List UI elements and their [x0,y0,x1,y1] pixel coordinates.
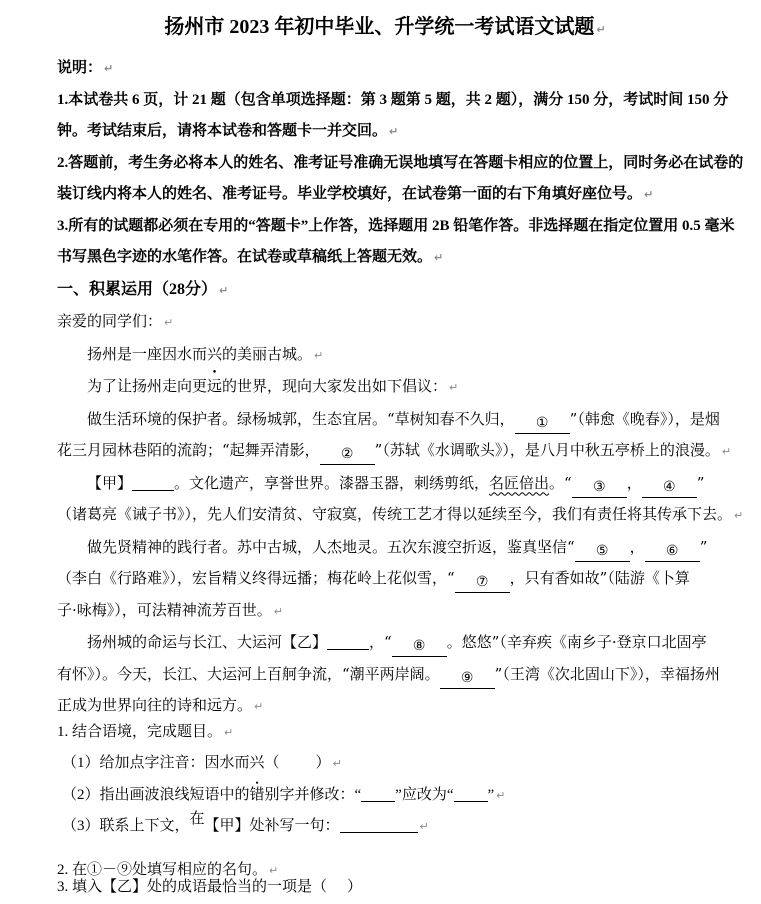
paragraph-mark: ↵ [164,316,174,329]
text-segment: 亲爱的同学们： [57,312,163,330]
text-segment: 1.本试卷共 6 页，计 21 题（包含单项选择题：第 3 题第 5 题，共 2 题），满分 150 分，考试时间 150 分 [57,91,729,108]
question-3-clipped [57,872,713,904]
paragraph-mark: ↵ [104,62,114,75]
numbered-blank-underline: ⑤ [575,541,630,562]
text-segment: 做生活环境的保护者。绿杨城郭，生态宜居。“草树知春不久归， [87,409,515,428]
letter-line [57,468,713,500]
text-segment: 书写黑色字迹的水笔作答。在试卷或草稿纸上答题无效。 [57,249,433,265]
paragraph-mark: ↵ [721,445,732,458]
paragraph-mark: ↵ [273,604,283,618]
text-segment: ”（韩愈《晚春》），是烟 [569,409,720,428]
letter-line [57,435,732,468]
letter-line [57,499,744,532]
text-segment: 装订线内将本人的姓名、准考证号。毕业学校填好，在试卷第一面的右下角填好座位号。 [57,186,643,202]
letter-line [57,339,713,372]
question-1-2 [57,780,713,812]
text-segment: （诸葛亮《诫子书》），先人们安清贫、守寂寞，传统工艺才得以延续至今，我们有责任将其传承下去。 [57,505,733,523]
instructions-heading [57,53,713,85]
text-segment: 有怀》）。今天，长江、大运河上百舸争流，“潮平两岸阔。 [57,664,440,683]
text-segment: 2. 在①－⑨处填写相应的名句。 [57,861,268,878]
paragraph-mark: ↵ [734,509,744,522]
emphasis-dot-text: 兴 [249,755,265,771]
text-segment: 3. 填入【乙】处的成语最恰当的一项是（ [57,879,328,895]
numbered-blank-underline: ⑧ [392,636,447,657]
paragraph-mark: ↵ [496,788,506,802]
numbered-blank-underline: ⑦ [455,572,510,593]
letter-line [57,659,720,691]
text-segment: （ [264,755,280,771]
text-segment: ） [315,755,331,771]
letter-line [57,371,713,404]
numbered-blank-underline: ⑨ [440,668,495,689]
paragraph-mark: ↵ [389,125,399,138]
text-segment: 正成为世界向往的诗和远方。 [57,696,253,714]
text-segment: ，只有香如故”（陆游《卜算 [509,569,690,587]
blank-underline [327,629,369,650]
text-segment: 扬州是一座因水而 [87,344,208,363]
letter-line [57,595,713,628]
paper-title [57,10,713,47]
text-segment: 说明： [57,60,103,76]
text-segment: ，“ [369,633,392,651]
text-segment: ” [699,537,708,556]
text-segment: ” [696,473,705,492]
numbered-blank-underline: ⑥ [645,541,700,562]
numbered-blank-underline: ① [515,413,570,434]
paragraph-mark: ↵ [332,757,342,770]
text-segment: 2.答题前，考生务必将本人的姓名、准考证号准确无误地填写在答题卡相应的位置上，同时务必在试卷的 [57,154,744,171]
paragraph-mark: ↵ [224,725,234,739]
text-segment: （3）联系上下文， [62,818,190,834]
text-segment: 。文化遗产，享誉世界。漆器玉器，刺绣剪纸， [174,473,490,492]
paper-title-text: 扬州市 2023 年初中毕业、升学统一考试语文试题 [164,16,595,38]
instruction-3-line-2 [57,242,713,274]
text-segment: 花三月园林巷陌的流韵；“起舞弄清影， [57,441,320,459]
text-segment: （2）指出画波浪线短语中的错别字并修改：“ [62,786,362,803]
blank-underline [361,781,395,802]
question-1-1 [57,748,713,780]
text-segment: 钟。考试结束后，请将本试卷和答题卡一并交回。 [57,123,388,139]
text-segment: ”应改为“ [395,786,454,803]
letter-line [57,532,713,564]
text-segment: 【甲】 [87,473,133,492]
text-segment: 为了让扬州走向更远的世界，现向大家发出如下倡议： [87,377,448,395]
paragraph-mark: ↵ [434,251,444,264]
paragraph-mark: ↵ [596,23,606,36]
text-segment: 扬州城的命运与长江、大运河【乙】 [87,633,328,651]
text-segment: 子·咏梅》），可法精神流芳百世。 [57,600,272,619]
text-segment: ”（王湾《次北固山下》），幸福扬州 [494,664,720,683]
instruction-1-line-1 [57,85,729,117]
instruction-2-line-1 [57,148,744,180]
paragraph-mark: ↵ [314,348,324,362]
section-1-heading [57,274,713,307]
instruction-3-line-1 [57,211,735,243]
text-segment: 。悠悠”（辛弃疾《南乡子·登京口北固亭 [446,633,707,651]
text-segment: 一、积累运用（28分） [57,280,218,298]
paragraph-mark: ↵ [254,700,264,713]
text-segment: 【甲】处补写一句： [204,818,340,834]
paragraph-mark: ↵ [219,283,229,297]
paragraph-mark: ↵ [644,188,654,201]
text-segment: ） [347,879,363,895]
wavy-underlined-text: 名匠倍出 [489,473,550,492]
text-segment: ， [626,473,642,492]
letter-line [57,563,713,595]
text-segment: 。“ [549,473,572,492]
letter-line [57,627,713,659]
paragraph-mark: ↵ [269,863,279,877]
text-segment: 1. 结合语境，完成题目。 [57,723,223,740]
blank-underline [132,470,174,491]
letter-line [57,404,720,436]
paragraph-mark: ↵ [419,820,429,833]
question-1 [57,717,713,749]
blank-underline [340,812,418,833]
text-segment: 做先贤精神的践行者。苏中古城，人杰地灵。五次东渡空折返，鉴真坚信“ [87,537,575,556]
text-segment: （1）给加点字注音：因水而 [62,755,250,771]
numbered-blank-underline: ④ [642,477,697,498]
blank-underline [454,781,488,802]
letter-salutation [57,306,713,339]
instruction-2-line-2 [57,179,713,211]
question-1-3 [57,811,713,843]
text-segment: ” [487,786,495,803]
emphasis-dot-text: 兴 [207,344,223,363]
text-segment: （李白《行路难》），宏旨精义终得远播；梅花岭上花似雪，“ [57,569,455,587]
instruction-1-line-2 [57,116,713,148]
paragraph-mark: ↵ [449,381,459,394]
raised-text: 在 [189,811,205,827]
text-segment: ”（苏轼《水调歌头》），是八月中秋五亭桥上的浪漫。 [374,441,720,459]
text-segment: 3.所有的试题都必须在专用的“答题卡”上作答，选择题用 2B 铅笔作答。非选择题在指定位置用 0.5 毫米 [57,217,735,234]
text-segment: ， [629,537,645,556]
numbered-blank-underline: ② [320,444,375,465]
text-segment: 的美丽古城。 [222,344,313,363]
numbered-blank-underline: ③ [572,477,627,498]
